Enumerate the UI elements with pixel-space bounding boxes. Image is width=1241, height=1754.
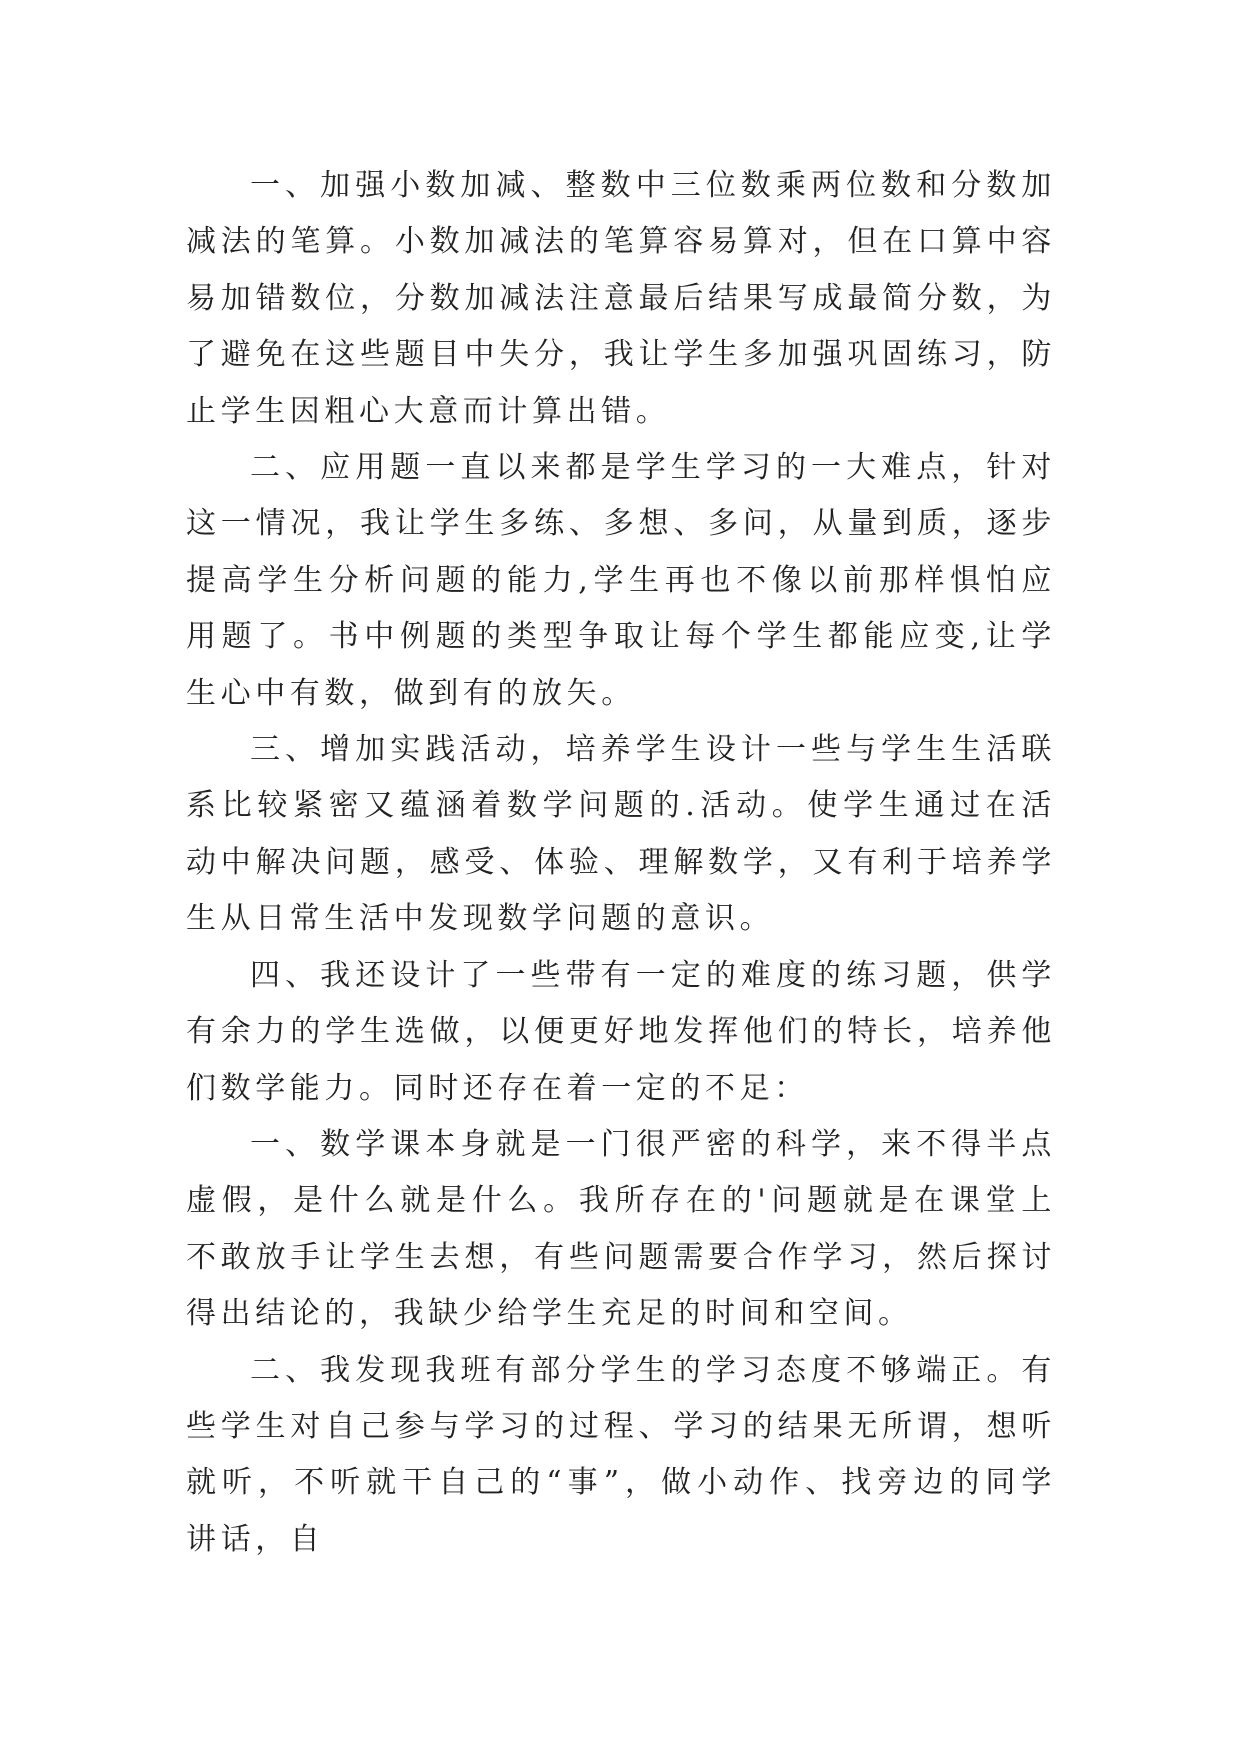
- paragraph-3: 三、增加实践活动，培养学生设计一些与学生生活联系比较紧密又蕴涵着数学问题的.活动。使学生通过在活动中解决问题，感受、体验、理解数学，又有利于培养学生从日常生活中发现数学问题的意识。: [186, 732, 1056, 937]
- paragraph-5: 一、数学课本身就是一门很严密的科学，来不得半点虚假，是什么就是什么。我所存在的'问题就是在课堂上不敢放手让学生去想，有些问题需要合作学习，然后探讨得出结论的，我缺少给学生充足的时间和空间。: [186, 1126, 1056, 1332]
- document-body: [186, 158, 1056, 1568]
- paragraph-6: 二、我发现我班有部分学生的学习态度不够端正。有些学生对自己参与学习的过程、学习的结果无所谓，想听就听，不听就干自己的“事”，做小动作、找旁边的同学讲话，自: [186, 1352, 1056, 1557]
- paragraph-2: 二、应用题一直以来都是学生学习的一大难点，针对这一情况，我让学生多练、多想、多问，从量到质，逐步提高学生分析问题的能力,学生再也不像以前那样惧怕应用题了。书中例题的类型争取让每个学生都能应变,让学生心中有数，做到有的放矢。: [186, 450, 1056, 711]
- paragraph-4: 四、我还设计了一些带有一定的难度的练习题，供学有余力的学生选做，以便更好地发挥他们的特长，培养他们数学能力。同时还存在着一定的不足：: [186, 957, 1056, 1106]
- paragraph-1: 一、加强小数加减、整数中三位数乘两位数和分数加减法的笔算。小数加减法的笔算容易算对，但在口算中容易加错数位，分数加减法注意最后结果写成最简分数，为了避免在这些题目中失分，我让学生多加强巩固练习，防止学生因粗心大意而计算出错。: [186, 168, 1056, 429]
